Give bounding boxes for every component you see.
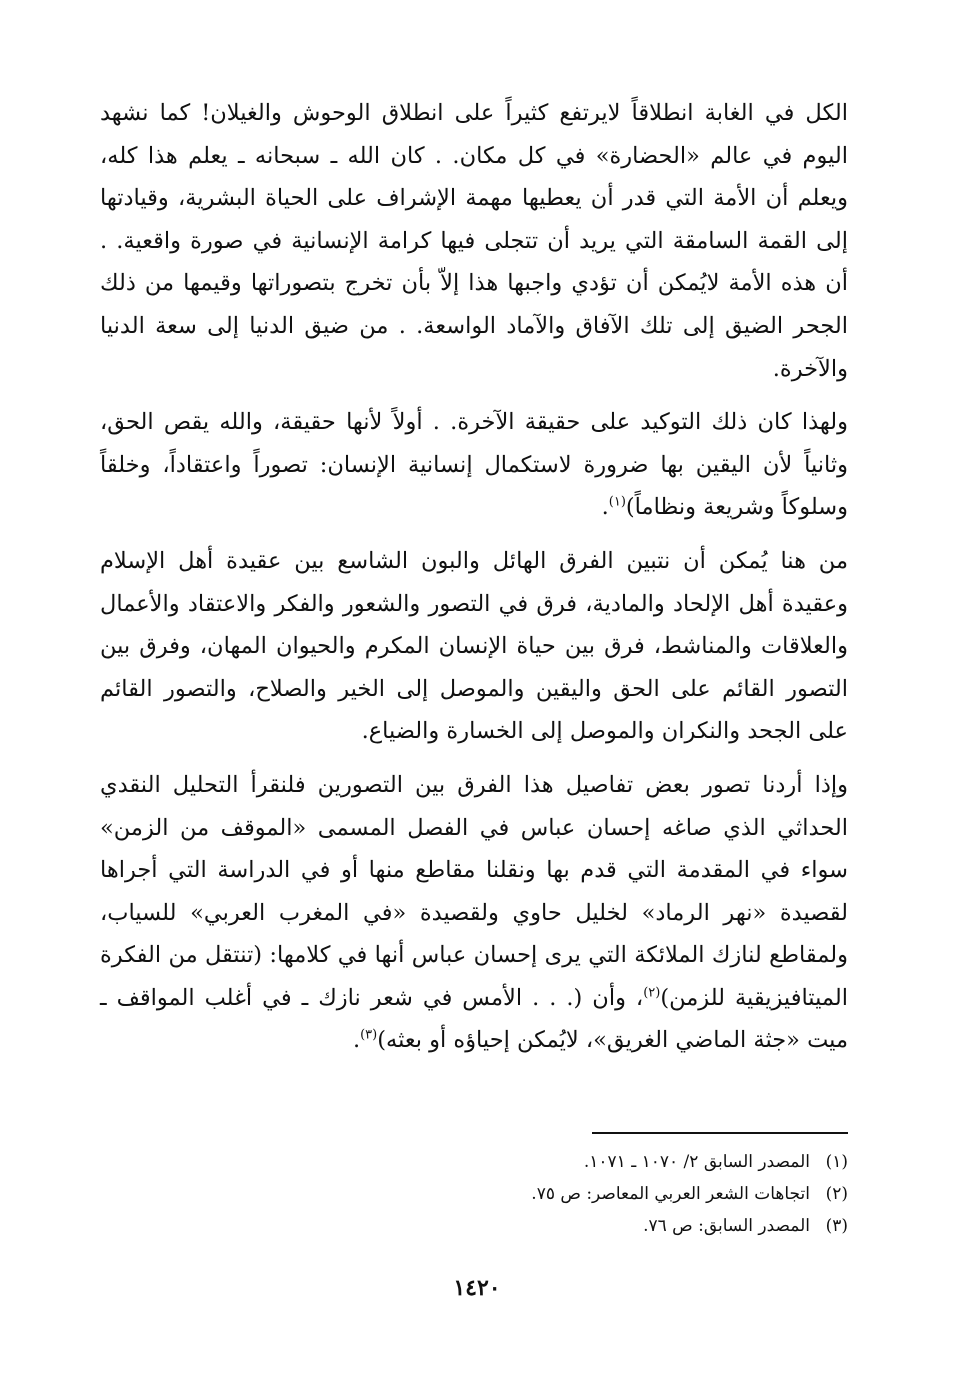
footnotes (328, 1146, 848, 1242)
paragraph-1 (100, 92, 848, 390)
page-number: ١٤٢٠ (453, 1275, 501, 1301)
paragraph-text-continued: ، وأن (. . . الأمس في شعر نازك ـ في أغلب المواقف ـ ميت «جثة الماضي الغريق»، لايُمكن إحياؤه أو بعثه) (100, 984, 848, 1054)
main-text (100, 92, 848, 1062)
footnote-text: المصدر السابق: ص ٧٦. (643, 1216, 810, 1236)
footnote-1 (328, 1146, 848, 1178)
footnote-ref-2: (٢) (643, 985, 661, 1001)
footnote-ref-3: (٣) (360, 1027, 378, 1043)
footnote-text: اتجاهات الشعر العربي المعاصر: ص ٧٥. (531, 1184, 810, 1204)
footnote-2 (328, 1178, 848, 1210)
footnote-text: المصدر السابق ٢/ ١٠٧٠ ـ ١٠٧١. (583, 1152, 810, 1172)
paragraph-4 (100, 764, 848, 1062)
paragraph-2 (100, 401, 848, 529)
footnote-3 (328, 1210, 848, 1242)
footnote-number: (٣) (825, 1216, 848, 1236)
footnote-ref-1: (١) (608, 494, 626, 510)
paragraph-end: . (352, 1027, 361, 1054)
paragraph-end: . (601, 494, 609, 521)
footnote-number: (١) (825, 1152, 848, 1172)
footnote-number: (٢) (825, 1184, 848, 1204)
paragraph-text: وإذا أردنا تصور بعض تفاصيل هذا الفرق بين التصورين فلنقرأ التحليل النقدي الحداثي الذي صاغه إحسان عباس في الفصل المسمى «الموقف من الزمن» سواء في المقدمة التي قدم بها ونقلنا مقاطع منها أو في الدراسة التي أجراها لقصيدة «نهر الرماد» لخليل حاوي ولقصيدة «في المغرب العربي» للسياب، ولمقاطع لنازك الملائكة التي يرى إحسان عباس أنها في كلامها: (تنتقل من الفكرة الميتافيزيقية للزمن) (100, 771, 848, 1011)
paragraph-text: الكل في الغابة انطلاقاً لايرتفع كثيراً على انطلاق الوحوش والغيلان! كما نشهد اليوم في عالم «الحضارة» في كل مكان. . كان الله ـ سبحانه ـ يعلم هذا كله، ويعلم أن الأمة التي قدر أن يعطيها مهمة الإشراف على الحياة البشرية، وقيادتها إلى القمة السامقة التي يريد أن تتجلى فيها كرامة الإنسانية في صورة واقعية. . أن هذه الأمة لايُمكن أن تؤدي واجبها هذا إلاّ بأن تخرج بتصوراتها وقيمها من ذلك الجحر الضيق إلى تلك الآفاق والآماد الواسعة. . من ضيق الدنيا إلى سعة الدنيا والآخرة. (100, 100, 848, 382)
paragraph-text: من هنا يُمكن أن نتبين الفرق الهائل والبون الشاسع بين عقيدة أهل الإسلام وعقيدة أهل الإلحاد والمادية، فرق في التصور والشعور والفكر والاعتقاد والأعمال والعلاقات والمناشط، فرق بين حياة الإنسان المكرم والحيوان المهان، وفرق بين التصور القائم على الحق واليقين والموصل إلى الخير والصلاح، والتصور القائم على الجحد والنكران والموصل إلى الخسارة والضياع. (100, 547, 848, 745)
footnote-separator (592, 1132, 848, 1134)
paragraph-3 (100, 540, 848, 753)
paragraph-text: ولهذا كان ذلك التوكيد على حقيقة الآخرة. . أولاً لأنها حقيقة، والله يقص الحق، وثانياً لأن اليقين بها ضرورة لاستكمال إنسانية الإنسان: تصوراً واعتقاداً، وخلقاً وسلوكاً وشريعة ونظاماً) (100, 409, 848, 521)
